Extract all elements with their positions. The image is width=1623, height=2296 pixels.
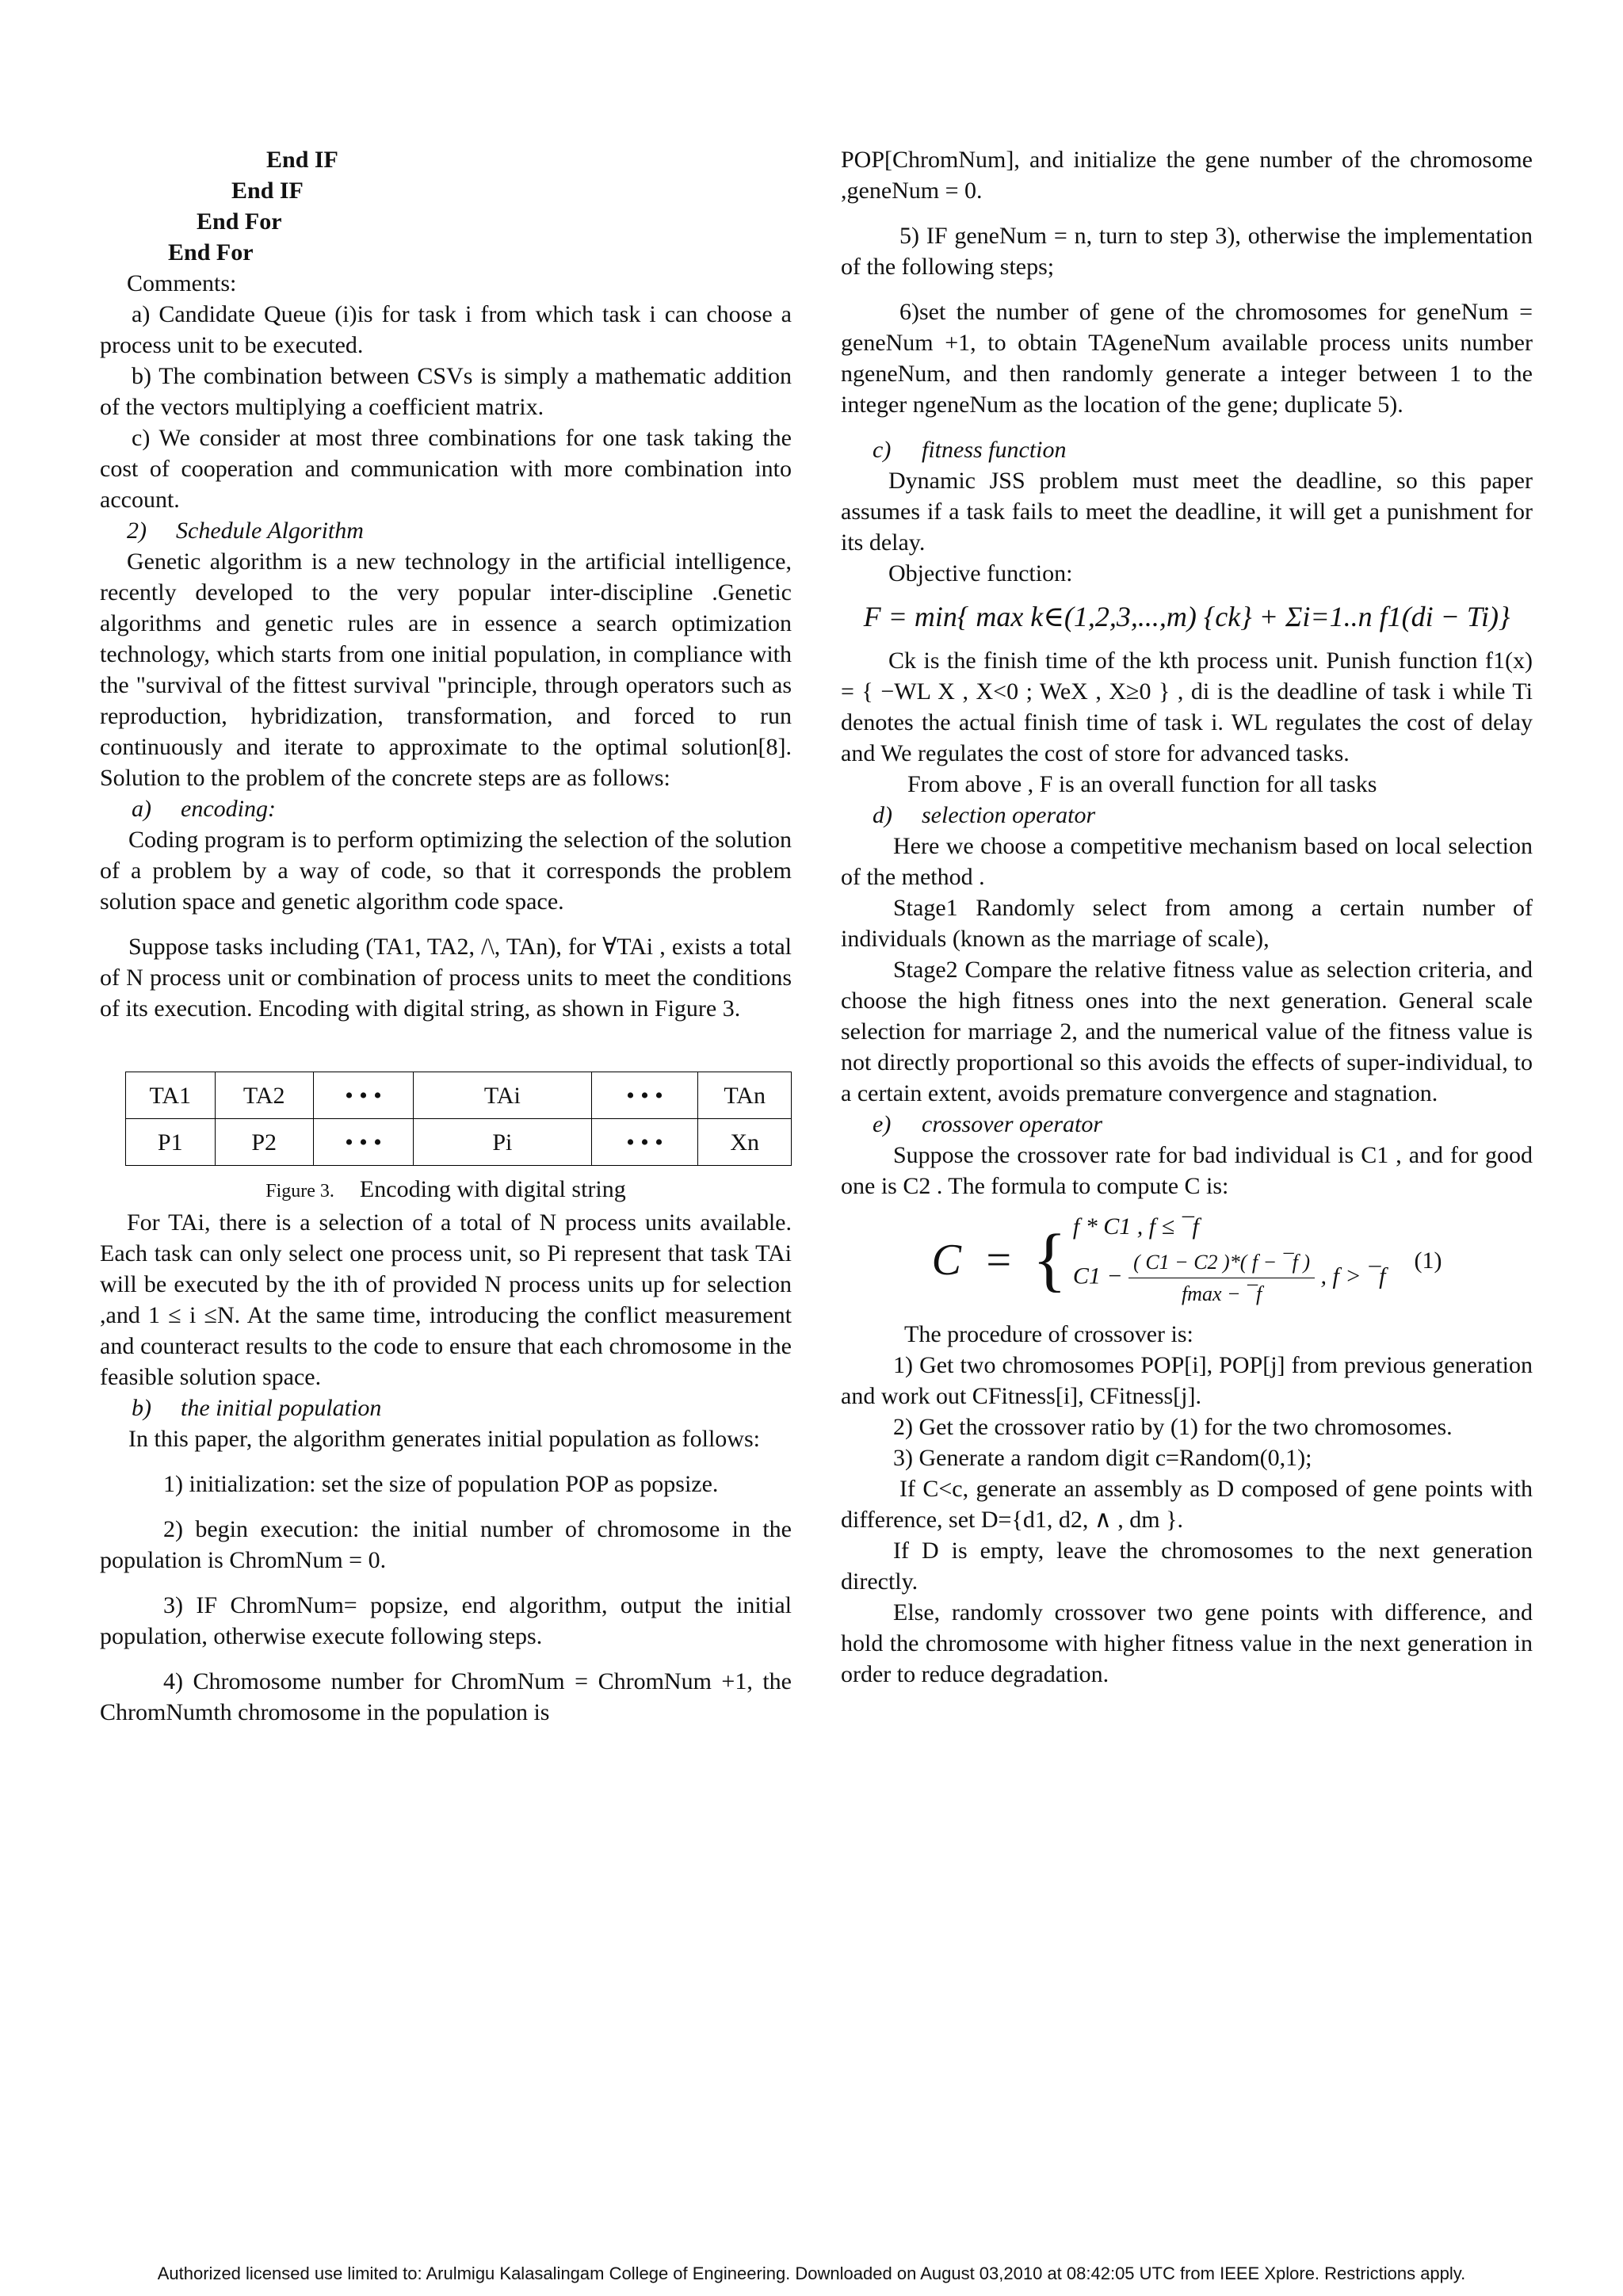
stage-1-paragraph: Stage1 Randomly select from among a certain number of individuals (known as the marriage of scale), xyxy=(841,895,1533,952)
ga-intro-paragraph: Genetic algorithm is a new technology in the artificial intelligence, recently developed to the very popular inter-discipline .Genetic algorithms and genetic rules are in essence a search optimization technology, which starts from one initial population, in compliance with the "survival of the fittest survival "principle, through operators such as reproduction, hybridization, transformation, and forced to run continuously and iterate to approximate to the optimal solution[8]. Solution to the problem of the concrete steps are as follows: xyxy=(100,548,792,791)
stage-2-paragraph: Stage2 Compare the relative fitness value as selection criteria, and choose the high fitness ones into the next generation. General scale selection for marriage 2, and the numerical value of the fitness value is not directly proportional so this avoids the effects of super-individual, to a certain extent, avoids premature convergence and stagnation. xyxy=(841,957,1533,1106)
objective-function-label: Objective function: xyxy=(888,560,1073,586)
left-column xyxy=(100,144,792,1728)
subsection-b-number: b) xyxy=(132,1395,151,1421)
from-above-line: From above , F is an overall function for all tasks xyxy=(907,771,1377,797)
section-2-title: Schedule Algorithm xyxy=(176,518,364,544)
fitness-paragraph: Dynamic JSS problem must meet the deadline, so this paper assumes if a task fails to meet the deadline, it will get a punishment for its delay. xyxy=(841,468,1533,556)
init-step-5: 5) IF geneNum = n, turn to step 3), otherwise the implementation of the following steps; xyxy=(841,223,1533,280)
suppose-paragraph: Suppose tasks including (TA1, TA2, /\, TAn), for ∀TAi , exists a total of N process unit or combination of process units to meet the conditions of its execution. Encoding with digital string, as shown in Figure 3. xyxy=(100,934,792,1022)
section-2-number: 2) xyxy=(127,518,147,544)
subsection-a-heading xyxy=(100,793,792,824)
code-end-if-1: End IF xyxy=(266,147,338,173)
procedure-step-4: If C<c, generate an assembly as D composed of gene points with difference, set D={d1, d2, ∧ , dm }. xyxy=(841,1476,1533,1533)
init-step-4: 4) Chromosome number for ChromNum = ChromNum +1, the ChromNumth chromosome in the population is xyxy=(100,1668,792,1725)
procedure-step-6: Else, randomly crossover two gene points with difference, and hold the chromosome with higher fitness value in the next generation in order to reduce degradation. xyxy=(841,1599,1533,1687)
figure-3-table xyxy=(125,1072,792,1166)
table-cell: TAi xyxy=(414,1072,592,1119)
procedure-step-2: 2) Get the crossover ratio by (1) for the two chromosomes. xyxy=(893,1414,1453,1440)
crossover-paragraph: Suppose the crossover rate for bad individual is C1 , and for good one is C2 . The formula to compute C is: xyxy=(841,1142,1533,1199)
coding-paragraph: Coding program is to perform optimizing the selection of the solution of a problem by a way of code, so that it corresponds the problem solution space and genetic algorithm code space. xyxy=(100,827,792,915)
subsection-c-number: c) xyxy=(873,437,892,463)
comment-a: a) Candidate Queue (i)is for task i from which task i can choose a process unit to be executed. xyxy=(100,301,792,358)
comment-c: c) We consider at most three combinations for one task taking the cost of cooperation and communication with more combination into account. xyxy=(100,425,792,513)
comments-label: Comments: xyxy=(127,270,237,296)
table-cell: • • • xyxy=(591,1119,698,1166)
subsection-a-title: encoding: xyxy=(181,796,276,822)
equation-fraction xyxy=(1128,1247,1315,1309)
subsection-a-number: a) xyxy=(132,796,151,822)
objective-equation: F = min{ max k∈(1,2,3,...,m) {ck} + Σi=1..n f1(di − Ti)} xyxy=(863,601,1510,632)
equation-number: (1) xyxy=(1414,1247,1442,1274)
step-4-continuation: POP[ChromNum], and initialize the gene number of the chromosome ,geneNum = 0. xyxy=(841,147,1533,204)
equation-denominator: fmax − ¯f xyxy=(1181,1282,1262,1305)
code-end-if-2: End IF xyxy=(231,178,304,204)
equation-case-2-right: , f > ¯f xyxy=(1320,1263,1386,1289)
init-step-2: 2) begin execution: the initial number of chromosome in the population is ChromNum = 0. xyxy=(100,1516,792,1573)
subsection-b-title: the initial population xyxy=(181,1395,382,1421)
equation-cases xyxy=(1073,1211,1386,1309)
subsection-d-title: selection operator xyxy=(922,802,1096,828)
table-cell: P1 xyxy=(126,1119,216,1166)
subsection-d-heading xyxy=(841,800,1533,831)
procedure-step-3: 3) Generate a random digit c=Random(0,1); xyxy=(893,1445,1312,1471)
init-step-3: 3) IF ChromNum= popsize, end algorithm, output the initial population, otherwise execute following steps. xyxy=(100,1592,792,1649)
subsection-c-heading xyxy=(841,434,1533,465)
subsection-c-title: fitness function xyxy=(922,437,1067,463)
figure-3-label: Figure 3. xyxy=(265,1181,334,1201)
subsection-e-title: crossover operator xyxy=(922,1111,1103,1137)
right-column xyxy=(841,144,1533,1690)
table-cell: • • • xyxy=(313,1119,413,1166)
comment-b: b) The combination between CSVs is simply a mathematic addition of the vectors multiplying a coefficient matrix. xyxy=(100,363,792,420)
crossover-equation xyxy=(841,1211,1533,1309)
equation-case-2-left: C1 − xyxy=(1072,1263,1123,1289)
ck-paragraph: Ck is the finish time of the kth process unit. Punish function f1(x) = { −WL X , X<0 ; WeX , X≥0 } , di is the deadline of task i while Ti denotes the actual finish time of task i. WL regulates the cost of delay and We regulates the cost of store for advanced tasks. xyxy=(841,648,1533,766)
table-cell: P2 xyxy=(215,1119,313,1166)
table-row xyxy=(126,1072,792,1119)
subsection-d-number: d) xyxy=(873,802,892,828)
init-population-paragraph: In this paper, the algorithm generates initial population as follows: xyxy=(128,1426,760,1452)
subsection-e-heading xyxy=(841,1109,1533,1140)
equation-brace: { xyxy=(1032,1221,1067,1299)
equation-numerator: ( C1 − C2 )*( f − ¯f ) xyxy=(1128,1247,1315,1278)
table-row xyxy=(126,1119,792,1166)
table-cell: TA2 xyxy=(215,1072,313,1119)
table-cell: • • • xyxy=(313,1072,413,1119)
figure-3-caption xyxy=(100,1174,792,1207)
code-end-for-1: End For xyxy=(197,208,282,235)
subsection-e-number: e) xyxy=(873,1111,892,1137)
section-2-heading xyxy=(100,515,792,546)
init-step-6: 6)set the number of gene of the chromosomes for geneNum = geneNum +1, to obtain TAgeneNum available process units number ngeneNum, and then randomly generate a integer between 1 to the integer ngeneNum as the location of the gene; duplicate 5). xyxy=(841,299,1533,418)
for-tai-paragraph: For TAi, there is a selection of a total of N process units available. Each task can only select one process unit, so Pi represent that task TAi will be executed by the ith of provided N process units up for selection ,and 1 ≤ i ≤N. At the same time, introducing the conflict measurement and counteract results to the code to ensure that each chromosome in the feasible solution space. xyxy=(100,1209,792,1390)
table-cell: TA1 xyxy=(126,1072,216,1119)
init-step-1: 1) initialization: set the size of population POP as popsize. xyxy=(163,1471,719,1497)
code-end-for-2: End For xyxy=(168,239,254,266)
selection-paragraph: Here we choose a competitive mechanism based on local selection of the method . xyxy=(841,833,1533,890)
table-cell: Pi xyxy=(414,1119,592,1166)
equation-case-1: f * C1 , f ≤ ¯f xyxy=(1072,1213,1199,1240)
figure-3-caption-text: Encoding with digital string xyxy=(359,1176,626,1202)
procedure-label: The procedure of crossover is: xyxy=(904,1321,1193,1347)
ieee-footer: Authorized licensed use limited to: Arulmigu Kalasalingam College of Engineering. Downloaded on August 03,2010 at 08:42:05 UTC from IEEE Xplore. Restrictions apply. xyxy=(157,2264,1466,2283)
subsection-b-heading xyxy=(100,1392,792,1423)
equation-c-symbol: C = xyxy=(931,1235,1014,1285)
table-cell: • • • xyxy=(591,1072,698,1119)
equation-case-2 xyxy=(1073,1247,1386,1309)
procedure-step-1: 1) Get two chromosomes POP[i], POP[j] from previous generation and work out CFitness[i], CFitness[j]. xyxy=(841,1352,1533,1409)
table-cell: Xn xyxy=(698,1119,792,1166)
table-cell: TAn xyxy=(698,1072,792,1119)
procedure-step-5: If D is empty, leave the chromosomes to the next generation directly. xyxy=(841,1538,1533,1595)
